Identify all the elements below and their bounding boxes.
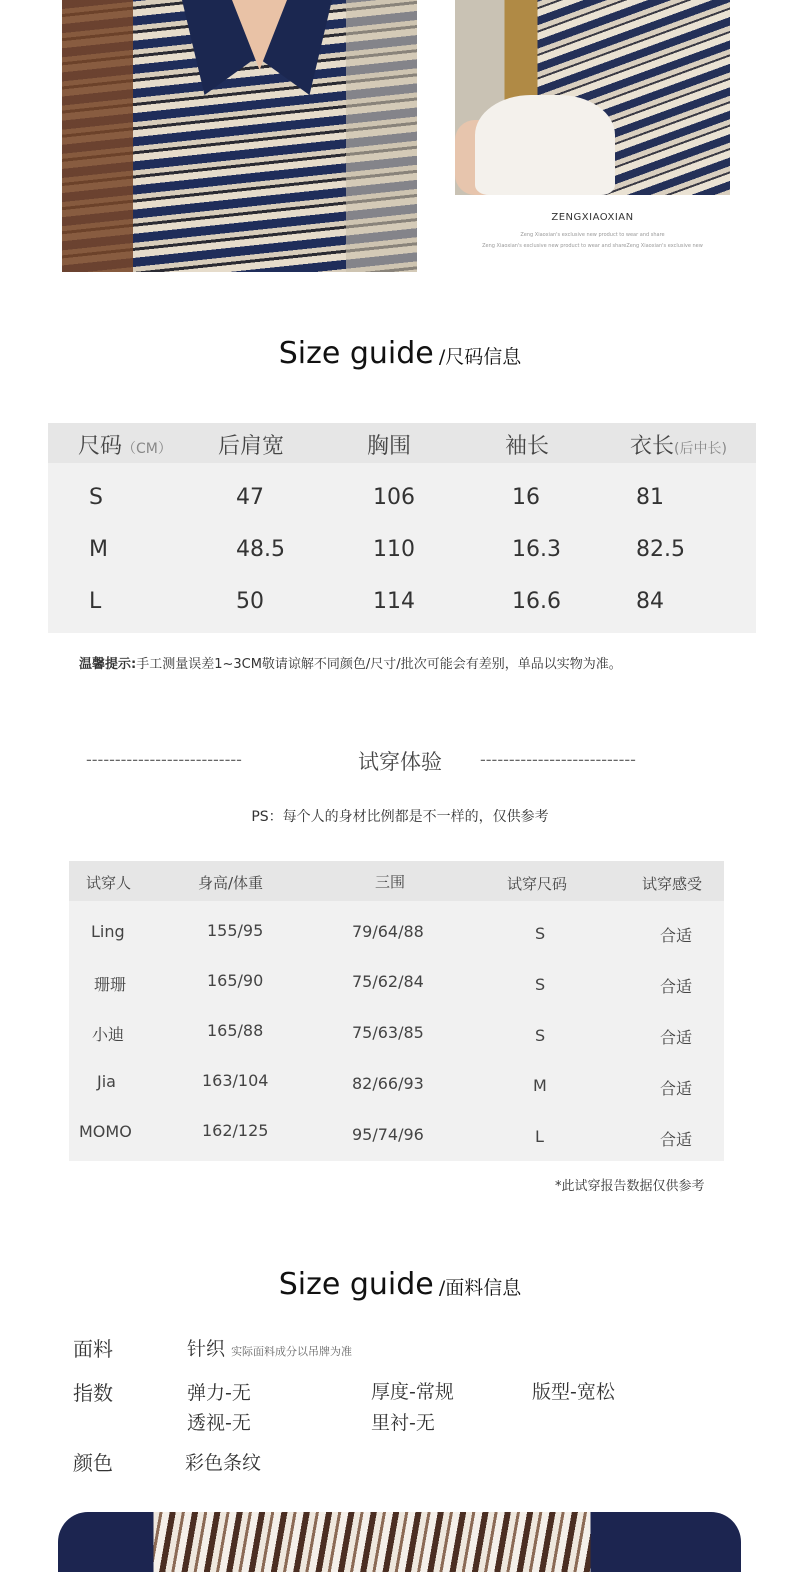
fabric-material xyxy=(187,1334,352,1361)
size-row-s-size: S xyxy=(89,485,103,510)
tryon-row-5-person: MOMO xyxy=(79,1122,132,1141)
fabric-elasticity: 弹力-无 xyxy=(187,1382,251,1404)
tryon-row-4-feel: 合适 xyxy=(660,1079,693,1098)
size-header-length-note: (后中长) xyxy=(674,441,727,457)
tryon-header-size: 试穿尺码 xyxy=(507,875,568,893)
size-row-s-shoulder: 47 xyxy=(236,485,264,510)
size-tip-text: 手工测量误差1~3CM敬请谅解不同颜色/尺寸/批次可能会有差别，单品以实物为准。 xyxy=(136,657,622,672)
tryon-row-5-measure: 95/74/96 xyxy=(352,1125,424,1144)
fabric-heading xyxy=(0,1267,800,1302)
fabric-color-label: 颜色 xyxy=(73,1451,113,1475)
fabric-detail-photo xyxy=(58,1512,741,1572)
fabric-material-note: 实际面料成分以吊牌为准 xyxy=(231,1345,353,1358)
tryon-row-2-hw: 165/90 xyxy=(207,971,264,990)
tryon-row-2-measure: 75/62/84 xyxy=(352,972,424,991)
size-row-l-length: 84 xyxy=(636,589,664,614)
size-row-l-size: L xyxy=(89,589,102,614)
size-row-l-shoulder: 50 xyxy=(236,589,264,614)
size-row-m-shoulder: 48.5 xyxy=(236,537,285,562)
photo-caption-title: ZENGXIAOXIAN xyxy=(551,212,634,223)
size-row-s-length: 81 xyxy=(636,485,664,510)
tryon-row-3-person: 小迪 xyxy=(92,1025,125,1044)
size-row-s-sleeve: 16 xyxy=(512,485,540,510)
size-row-m-chest: 110 xyxy=(373,537,415,562)
fabric-transparency: 透视-无 xyxy=(187,1412,251,1434)
fabric-material-label: 面料 xyxy=(73,1337,113,1361)
product-photo-left xyxy=(62,0,417,272)
fabric-title-en: Size guide xyxy=(278,1267,434,1302)
fabric-lining: 里衬-无 xyxy=(371,1412,435,1434)
tryon-row-5-size: L xyxy=(535,1127,544,1146)
tryon-row-2-person: 珊珊 xyxy=(94,975,127,994)
size-row-m-sleeve: 16.3 xyxy=(512,537,561,562)
size-header-length: 衣长(后中长) xyxy=(630,434,727,459)
tryon-header-person: 试穿人 xyxy=(86,874,132,892)
size-header-sleeve: 袖长 xyxy=(505,434,550,459)
tryon-header-measure: 三围 xyxy=(375,873,406,891)
tryon-row-3-measure: 75/63/85 xyxy=(352,1023,424,1042)
tryon-row-4-measure: 82/66/93 xyxy=(352,1074,424,1093)
tryon-row-1-size: S xyxy=(535,924,546,943)
photo-caption-line1: Zeng Xiaoxian's exclusive new product to wear and share xyxy=(520,232,665,238)
tryon-table xyxy=(69,861,724,1161)
fabric-material-value: 针织 xyxy=(187,1338,226,1360)
product-photo-right xyxy=(455,0,730,195)
size-header-shoulder: 后肩宽 xyxy=(218,434,285,459)
size-row-s-chest: 106 xyxy=(373,485,415,510)
tryon-title: 试穿体验 xyxy=(358,750,442,774)
photo-caption-line2: Zeng Xiaoxian's exclusive new product to wear and shareZeng Xiaoxian's exclusive new xyxy=(482,243,703,249)
tryon-row-2-feel: 合适 xyxy=(660,977,693,996)
tryon-row-1-measure: 79/64/88 xyxy=(352,922,424,941)
tryon-ps: PS：每个人的身材比例都是不一样的，仅供参考 xyxy=(251,809,549,825)
tryon-header-feel: 试穿感受 xyxy=(642,875,703,893)
size-row-l-sleeve: 16.6 xyxy=(512,589,561,614)
tryon-row-1-hw: 155/95 xyxy=(207,921,264,940)
tryon-row-3-size: S xyxy=(535,1026,546,1045)
size-header-size: 尺码（CM） xyxy=(78,434,172,459)
tryon-row-5-feel: 合适 xyxy=(660,1130,693,1149)
size-guide-title-en: Size guide xyxy=(278,336,434,371)
fabric-color-value: 彩色条纹 xyxy=(185,1452,262,1474)
size-guide-title-cn: /尺码信息 xyxy=(438,346,522,368)
skirt-shape xyxy=(475,95,615,195)
size-header-chest: 胸围 xyxy=(367,434,412,459)
tryon-divider-right: --------------------------- xyxy=(480,750,636,769)
tryon-row-3-feel: 合适 xyxy=(660,1028,693,1047)
tryon-note: *此试穿报告数据仅供参考 xyxy=(555,1179,705,1194)
size-guide-heading xyxy=(0,336,800,371)
size-row-m-length: 82.5 xyxy=(636,537,685,562)
size-tip-label: 温馨提示: xyxy=(79,657,137,672)
tryon-row-1-person: Ling xyxy=(91,922,125,941)
size-tip xyxy=(79,653,622,672)
tryon-row-5-hw: 162/125 xyxy=(202,1121,269,1140)
size-row-l-chest: 114 xyxy=(373,589,415,614)
tryon-row-1-feel: 合适 xyxy=(660,926,693,945)
fabric-thickness: 厚度-常规 xyxy=(371,1381,454,1403)
tryon-row-4-size: M xyxy=(533,1076,547,1095)
tryon-header-hw: 身高/体重 xyxy=(198,874,264,892)
fabric-index-label: 指数 xyxy=(73,1381,113,1405)
size-header-unit: （CM） xyxy=(122,441,172,457)
tryon-divider-left: --------------------------- xyxy=(86,750,242,769)
tryon-row-2-size: S xyxy=(535,975,546,994)
tryon-row-4-hw: 163/104 xyxy=(202,1071,269,1090)
size-row-m-size: M xyxy=(89,537,108,562)
fabric-fit: 版型-宽松 xyxy=(532,1381,615,1403)
tryon-row-3-hw: 165/88 xyxy=(207,1021,264,1040)
tryon-row-4-person: Jia xyxy=(97,1072,116,1091)
fabric-title-cn: /面料信息 xyxy=(438,1277,522,1299)
